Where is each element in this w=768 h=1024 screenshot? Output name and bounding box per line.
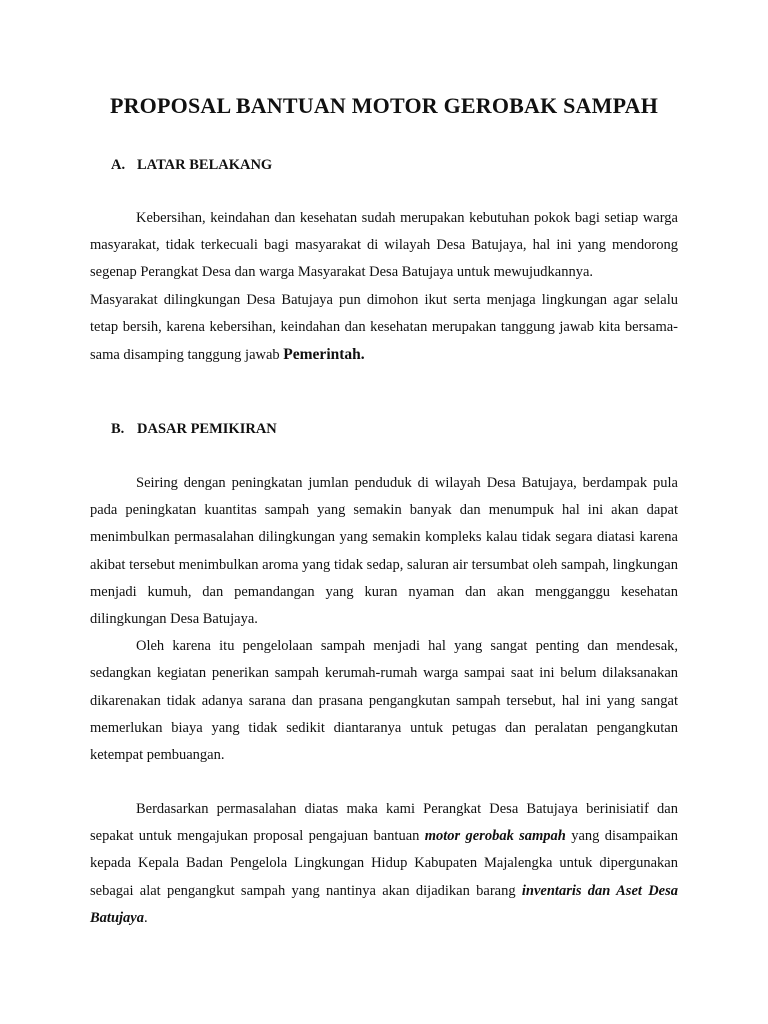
section-a-paragraph-2 [90,287,678,370]
section-b-letter: B. [111,421,125,437]
section-b-paragraph-3-part-c: . [143,909,148,926]
section-b-paragraph-3-part-a: Berdasarkan permasalahan diatas maka kami Perangkat Desa Batujaya berinisiatif dan sepakat untuk mengajukan proposal pengajuan bantuan [90,801,678,845]
motor-gerobak-sampah-text: motor gerobak sampah [424,828,566,845]
section-a-body [90,205,678,369]
section-b-body-2 [90,796,678,932]
section-a-title: LATAR BELAKANG [137,157,273,173]
section-a-paragraph-2-text: Masyarakat dilingkungan Desa Batujaya pun dimohon ikut serta menjaga lingkungan agar selalu tetap bersih, karena kebersihan, keindahan dan kesehatan merupakan tanggung jawab kita bersama-sama disamping tanggung jawab [90,291,678,364]
pemerintah-bold-text: Pemerintah. [283,346,365,364]
section-b-title: DASAR PEMIKIRAN [137,421,277,437]
section-b-paragraph-2: Oleh karena itu pengelolaan sampah menjadi hal yang sangat penting dan mendesak, sedangkan kegiatan penerikan sampah kerumah-rumah warga sampai saat ini belum dilaksanakan dikarenakan tidak adanya sarana dan prasana pengangkutan sampah tersebut, hal ini yang sangat memerlukan biaya yang tidak sedikit diantaranya untuk petugas dan peralatan pengangkutan ketempat pembuangan. [90,638,678,764]
section-b-body [90,470,678,769]
section-b-paragraph-3-part-b: yang disampaikan kepada Kepala Badan Pengelola Lingkungan Hidup Kabupaten Majalengka untuk dipergunakan sebagai alat pengangkut sampah yang nantinya akan dijadikan barang [90,828,678,899]
section-b-heading [111,421,277,438]
document-title: PROPOSAL BANTUAN MOTOR GEROBAK SAMPAH [109,93,659,118]
section-b-paragraph-1: Seiring dengan peningkatan jumlan penduduk di wilayah Desa Batujaya, berdampak pula pada peningkatan kuantitas sampah yang semakin banyak dan menumpuk hal ini akan dapat menimbulkan permasalahan dilingkungan yang semakin kompleks kalau tidak segara diatasi karena akibat tersebut menimbulkan aroma yang tidak sedap, saluran air tersumbat oleh sampah, lingkungan menjadi kumuh, dan pemandangan yang kuran nyaman dan akan mengganggu kesehatan dilingkungan Desa Batujaya. [90,475,678,628]
inventaris-aset-text: inventaris dan Aset Desa Batujaya [90,882,678,926]
section-b-paragraph-3 [90,796,678,932]
section-a-paragraph-1: Kebersihan, keindahan dan kesehatan sudah merupakan kebutuhan pokok bagi setiap warga masyarakat, tidak terkecuali bagi masyarakat di wilayah Desa Batujaya, hal ini yang mendorong segenap Perangkat Desa dan warga Masyarakat Desa Batujaya untuk mewujudkannya. [90,210,678,281]
section-a-heading [111,157,272,174]
section-a-letter: A. [111,157,126,173]
